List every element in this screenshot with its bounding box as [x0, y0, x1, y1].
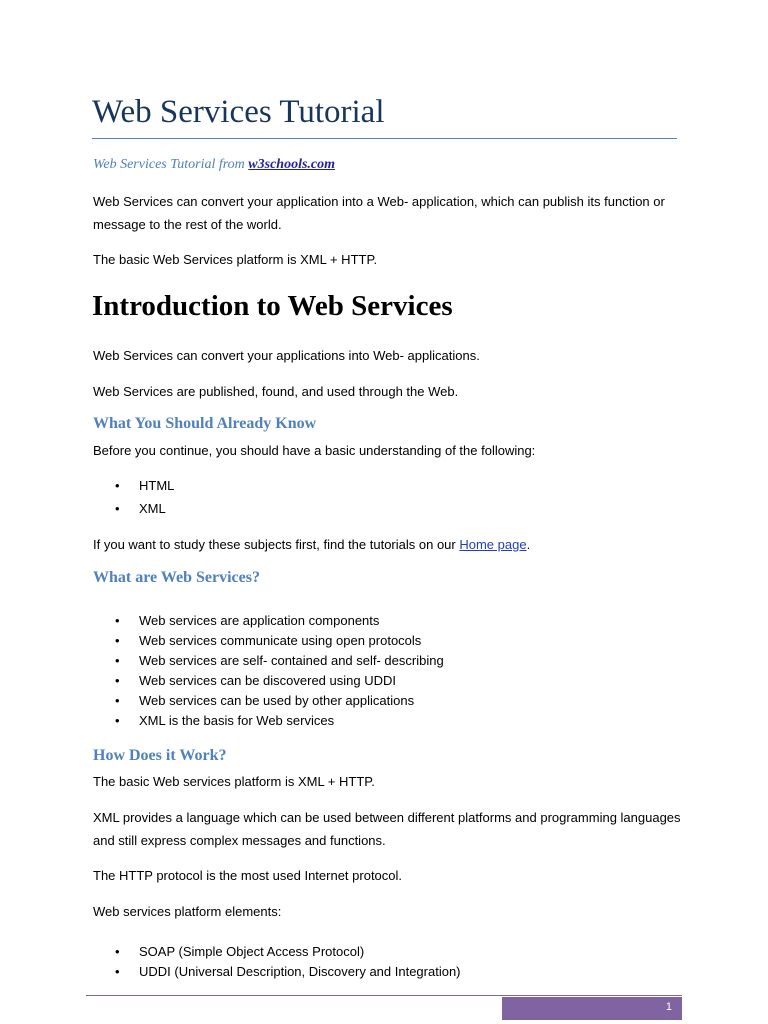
subtitle — [93, 156, 335, 174]
bullet-icon: • — [115, 713, 120, 728]
page-title: Web Services Tutorial — [92, 94, 385, 130]
know-list — [93, 474, 174, 520]
bullet-icon: • — [115, 633, 120, 648]
what-list — [93, 611, 444, 731]
heading-what-you-should-know: What You Should Already Know — [93, 415, 317, 432]
how-paragraph-3: The HTTP protocol is the most used Internet protocol. — [93, 868, 403, 883]
list-item: • Web services communicate using open protocols — [93, 631, 444, 651]
list-item: • Web services are self- contained and self- describing — [93, 651, 444, 671]
list-item: • SOAP (Simple Object Access Protocol) — [93, 942, 461, 962]
elements-list — [93, 942, 461, 982]
how-paragraph-2: XML provides a language which can be used between different platforms and programming languages and still express complex messages and functions. — [93, 810, 681, 848]
w3schools-link[interactable]: w3schools.com — [248, 157, 336, 172]
bullet-icon: • — [115, 693, 120, 708]
intro-paragraph-2: The basic Web Services platform is XML + HTTP. — [93, 252, 378, 267]
page-number-box — [502, 997, 682, 1020]
footer-divider — [86, 995, 682, 996]
heading-what-are-web-services: What are Web Services? — [93, 569, 260, 586]
bullet-icon: • — [115, 964, 120, 979]
heading-introduction: Introduction to Web Services — [92, 290, 453, 322]
list-item: • Web services can be discovered using UDDI — [93, 671, 444, 691]
bullet-icon: • — [115, 944, 120, 959]
study-paragraph: If you want to study these subjects first, find the tutorials on our Home page. — [93, 537, 531, 552]
list-item: • Web services are application components — [93, 611, 444, 631]
how-paragraph-1: The basic Web services platform is XML + HTTP. — [93, 774, 375, 789]
heading-how-does-it-work: How Does it Work? — [93, 747, 227, 764]
intro-paragraph-1: Web Services can convert your application into a Web- application, which can publish its function or message to the rest of the world. — [93, 194, 665, 232]
bullet-icon: • — [115, 653, 120, 668]
bullet-icon: • — [115, 673, 120, 688]
subtitle-text: Web Services Tutorial from — [93, 157, 249, 172]
home-page-link[interactable]: Home page — [459, 537, 527, 552]
how-paragraph-4: Web services platform elements: — [93, 904, 282, 919]
intro2-paragraph-1: Web Services can convert your applications into Web- applications. — [93, 348, 480, 363]
bullet-icon: • — [115, 478, 120, 493]
bullet-icon: • — [115, 501, 120, 516]
list-item: • UDDI (Universal Description, Discovery and Integration) — [93, 962, 461, 982]
title-divider — [92, 138, 677, 139]
list-item: • XML — [93, 497, 174, 520]
page-number: 1 — [665, 1001, 672, 1013]
bullet-icon: • — [115, 613, 120, 628]
list-item: • XML is the basis for Web services — [93, 711, 444, 731]
list-item: • HTML — [93, 474, 174, 497]
list-item: • Web services can be used by other applications — [93, 691, 444, 711]
know-paragraph: Before you continue, you should have a basic understanding of the following: — [93, 443, 536, 458]
intro2-paragraph-2: Web Services are published, found, and used through the Web. — [93, 384, 459, 399]
